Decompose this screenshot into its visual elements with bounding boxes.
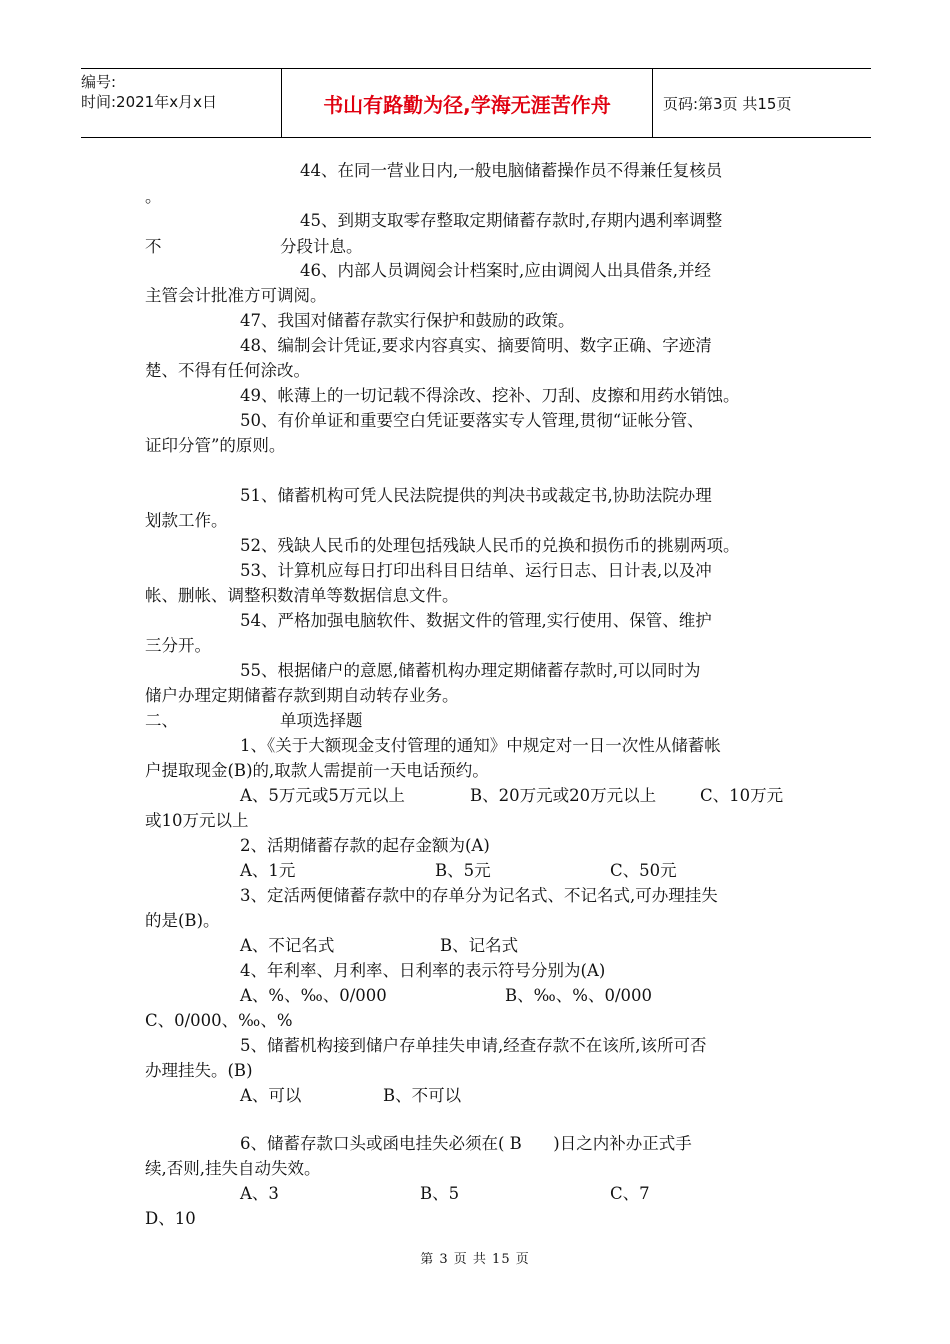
text-line: C、10万元 — [700, 786, 784, 805]
text-line: B、记名式 — [440, 936, 519, 955]
text-line: A、不记名式 — [240, 936, 335, 955]
header-meta — [81, 69, 282, 137]
text-line: 二、 — [145, 711, 178, 730]
text-line: 48、编制会计凭证,要求内容真实、摘要简明、数字正确、字迹清 — [240, 336, 712, 355]
text-line: B、5 — [420, 1184, 460, 1203]
header-motto: 书山有路勤为径,学海无涯苦作舟 — [282, 69, 653, 137]
header-page-info: 页码:第3页 共15页 — [663, 94, 792, 113]
text-line: 证印分管”的原则。 — [145, 436, 286, 455]
text-line: 主管会计批准方可调阅。 — [145, 286, 327, 305]
text-line: A、可以 — [240, 1086, 302, 1105]
text-line: A、5万元或5万元以上 — [240, 786, 405, 805]
text-line: C、7 — [610, 1184, 650, 1203]
text-line: 户提取现金(B)的,取款人需提前一天电话预约。 — [145, 761, 489, 780]
text-line: 55、根据储户的意愿,储蓄机构办理定期储蓄存款时,可以同时为 — [240, 661, 701, 680]
text-line: 单项选择题 — [280, 711, 363, 730]
text-line: 6、储蓄存款口头或函电挂失必须在( B )日之内补办正式手 — [240, 1134, 692, 1153]
text-line: A、%、‰、0/000 — [240, 986, 387, 1005]
text-line: 5、储蓄机构接到储户存单挂失申请,经查存款不在该所,该所可否 — [240, 1036, 707, 1055]
text-line: C、0/000、‰、% — [145, 1011, 293, 1030]
text-line: 46、内部人员调阅会计档案时,应由调阅人出具借条,并经 — [300, 261, 711, 280]
text-line: B、不可以 — [383, 1086, 462, 1105]
text-line: 三分开。 — [145, 636, 211, 655]
text-line: D、10 — [145, 1209, 196, 1228]
text-line: 50、有价单证和重要空白凭证要落实专人管理,贯彻“证帐分管、 — [240, 411, 704, 430]
text-line: 44、在同一营业日内,一般电脑储蓄操作员不得兼任复核员 — [300, 161, 723, 180]
text-line: 53、计算机应每日打印出科目日结单、运行日志、日计表,以及冲 — [240, 561, 712, 580]
text-line: 办理挂失。(B) — [145, 1061, 253, 1080]
text-line: 续,否则,挂失自动失效。 — [145, 1159, 321, 1178]
text-line: 分段计息。 — [280, 237, 363, 256]
text-line: 不 — [145, 237, 162, 256]
text-line: 4、年利率、月利率、日利率的表示符号分别为(A) — [240, 961, 606, 980]
page-footer: 第 3 页 共 15 页 — [420, 1252, 530, 1267]
text-line: 。 — [145, 187, 162, 206]
text-line: 52、残缺人民币的处理包括残缺人民币的兑换和损伤币的挑剔两项。 — [240, 536, 740, 555]
text-line: C、50元 — [610, 861, 677, 880]
text-line: 的是(B)。 — [145, 911, 220, 930]
text-line: 帐、删帐、调整积数清单等数据信息文件。 — [145, 586, 459, 605]
text-line: B、5元 — [435, 861, 491, 880]
text-line: 楚、不得有任何涂改。 — [145, 361, 310, 380]
date-label: 时间:2021年x月x日 — [81, 93, 217, 111]
text-line: 51、储蓄机构可凭人民法院提供的判决书或裁定书,协助法院办理 — [240, 486, 712, 505]
text-line: 54、严格加强电脑软件、数据文件的管理,实行使用、保管、维护 — [240, 611, 712, 630]
text-line: 或10万元以上 — [145, 811, 249, 830]
text-line: 划款工作。 — [145, 511, 228, 530]
text-line: B、‰、%、0/000 — [505, 986, 652, 1005]
text-line: A、3 — [240, 1184, 279, 1203]
text-line: 储户办理定期储蓄存款到期自动转存业务。 — [145, 686, 459, 705]
text-line: 47、我国对储蓄存款实行保护和鼓励的政策。 — [240, 311, 575, 330]
text-line: 1、《关于大额现金支付管理的通知》中规定对一日一次性从储蓄帐 — [240, 736, 721, 755]
text-line: 3、定活两便储蓄存款中的存单分为记名式、不记名式,可办理挂失 — [240, 886, 718, 905]
text-line: 49、帐薄上的一切记载不得涂改、挖补、刀刮、皮擦和用药水销蚀。 — [240, 386, 740, 405]
text-line: A、1元 — [240, 861, 296, 880]
number-label: 编号: — [81, 73, 117, 91]
text-line: 2、活期储蓄存款的起存金额为(A) — [240, 836, 490, 855]
text-line: 45、到期支取零存整取定期储蓄存款时,存期内遇利率调整 — [300, 211, 723, 230]
page-header — [81, 68, 871, 138]
text-line: B、20万元或20万元以上 — [470, 786, 657, 805]
